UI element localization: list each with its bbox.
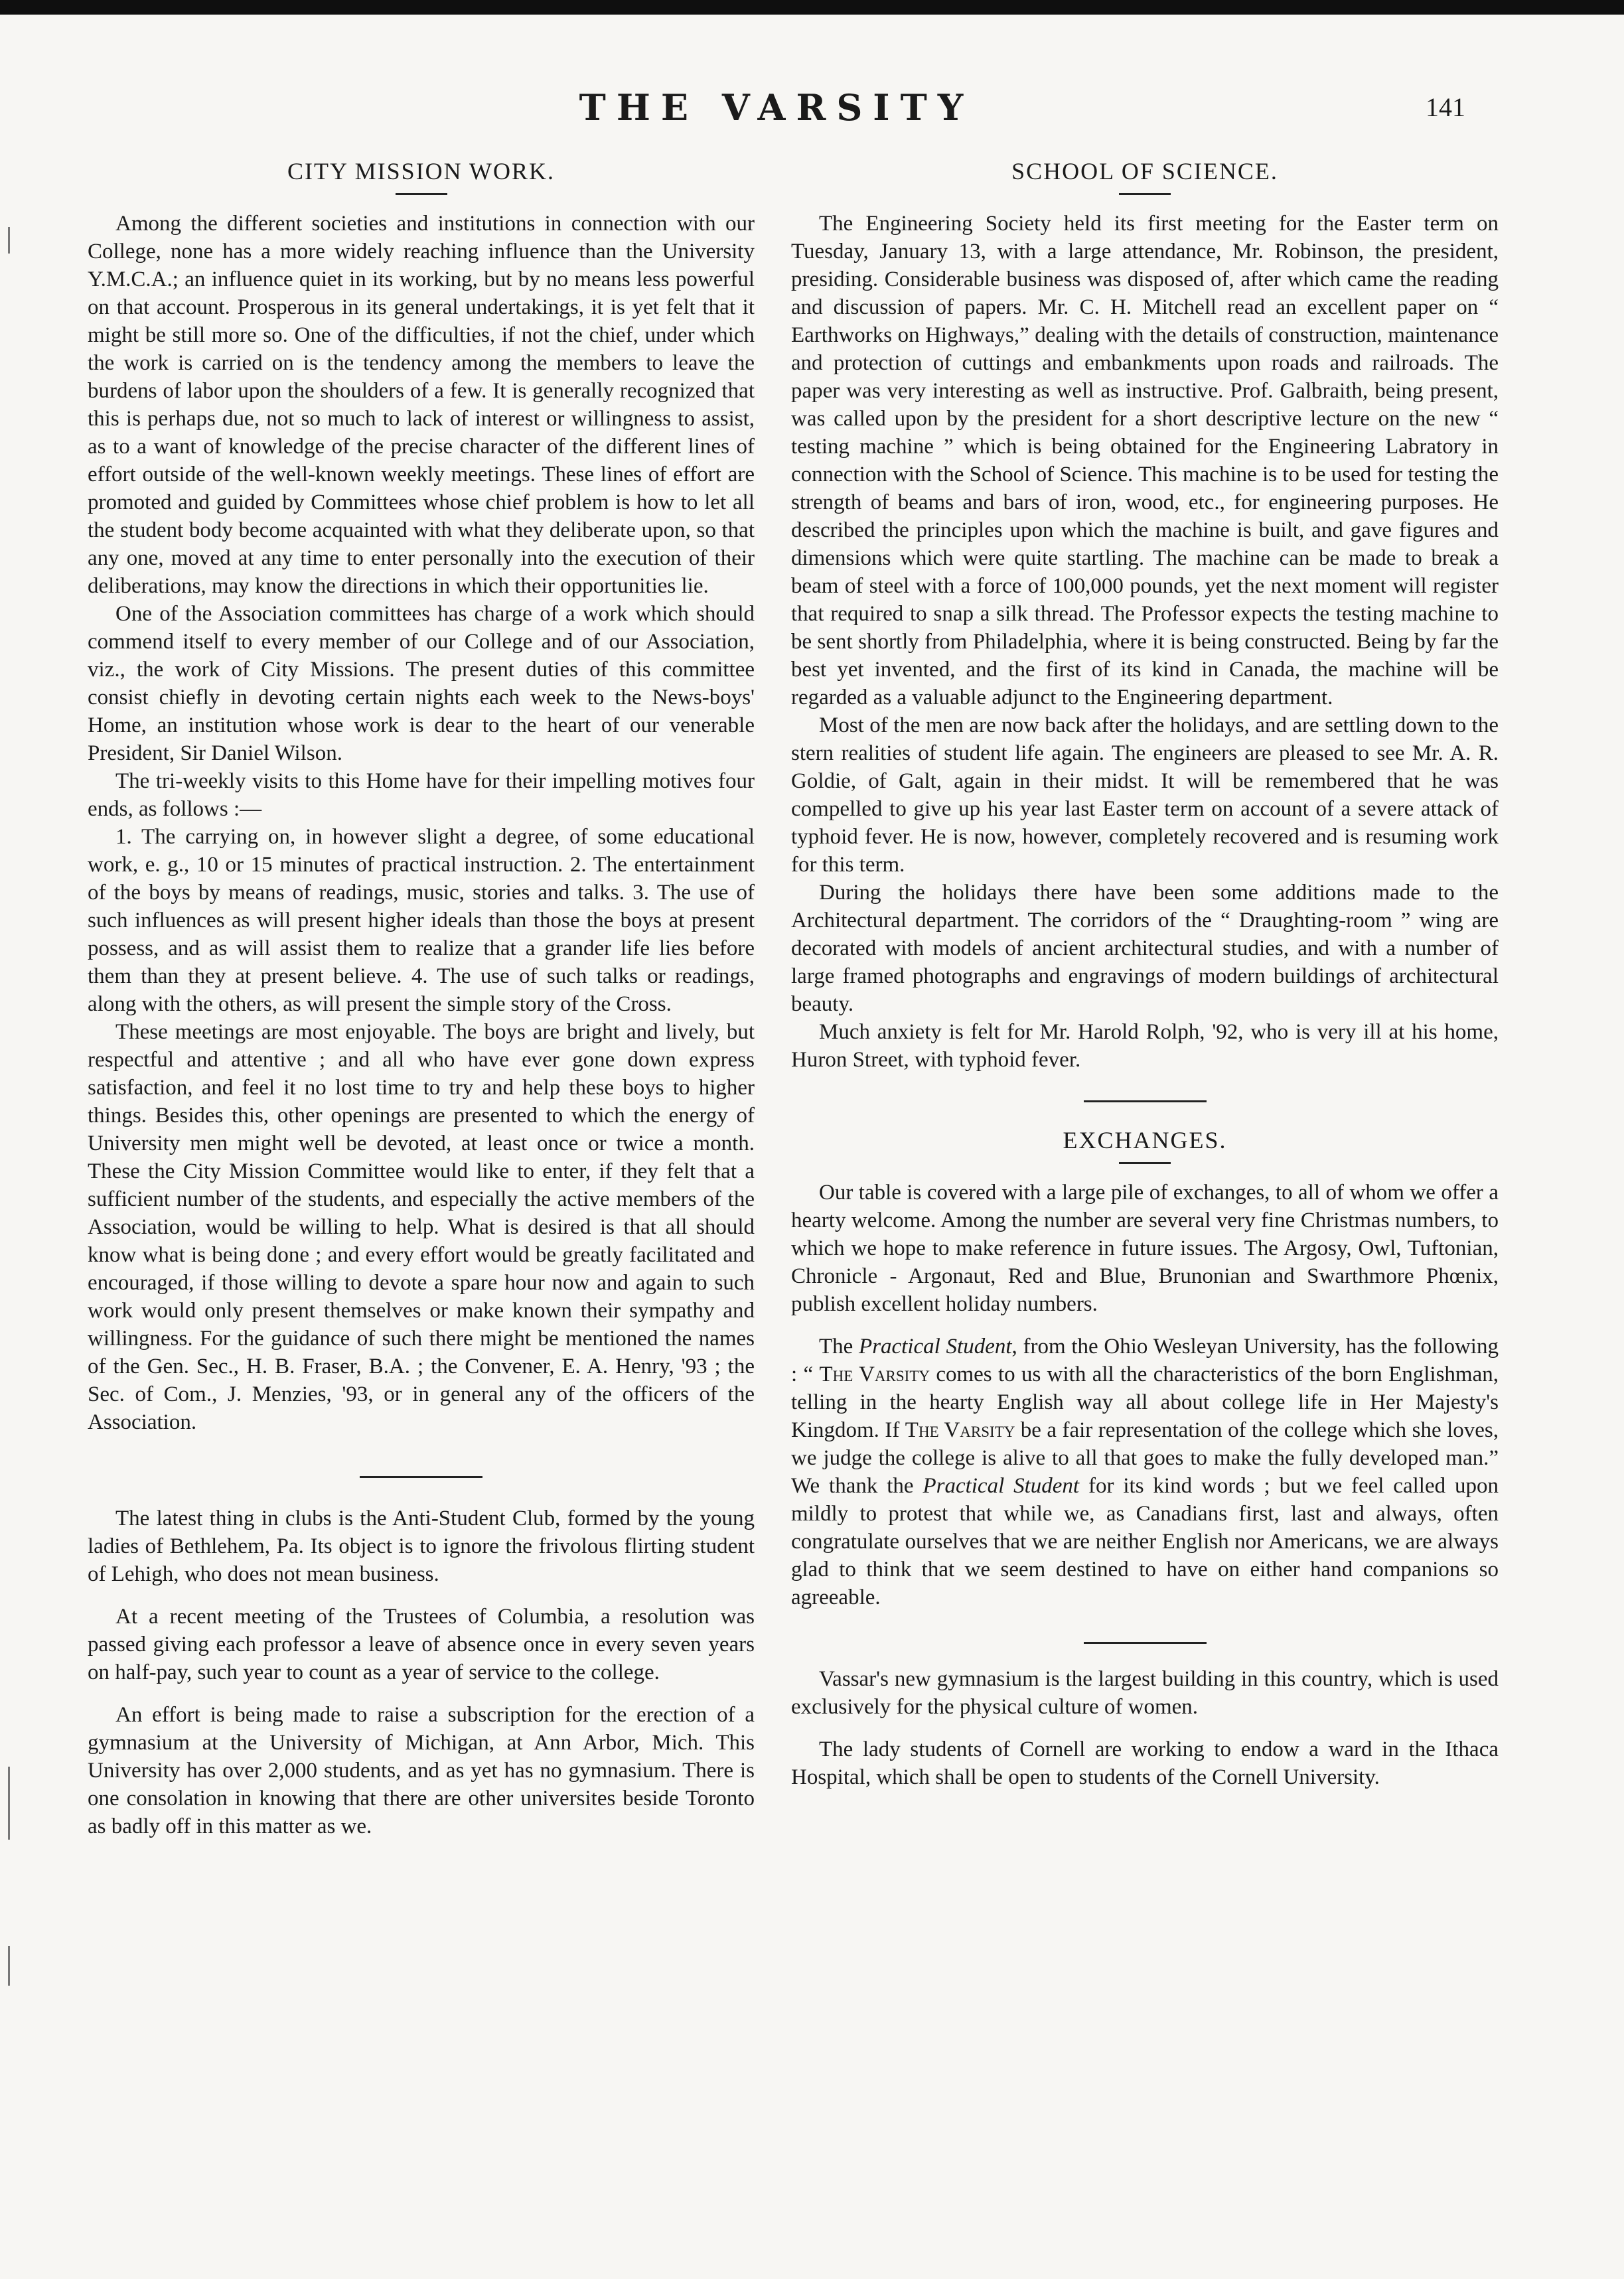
text-run: The <box>819 1335 859 1359</box>
scan-margin-mark <box>8 1767 10 1840</box>
city-mission-paragraph: These meetings are most enjoyable. The boys are bright and lively, but respectful and attentive ; and all who have ever gone down express satisfaction, and feel it no lost time to try and help these boys to higher things. Besides this, other openings are presented to which the energy of University men might well be devoted, at least once or twice a month. These the City Mission Committee would like to enter, if they felt that a sufficient number of the students, and especially the active members of the Association, would be willing to help. What is desired is that all should know what is being done ; and every effort would be greatly facilitated and encouraged, if those willing to devote a spare hour now and again to such work would only present themselves or make known their sympathy and willingness. For the guidance of such there might be mentioned the names of the Gen. Sec., H. B. Fraser, B.A. ; the Convener, E. A. Henry, '93 ; the Sec. of Com., J. Menzies, '93, or in general any of the officers of the Association. <box>88 1020 755 1434</box>
exchanges-heading: EXCHANGES. <box>1063 1127 1227 1153</box>
text-run: comes to us with all the characteristics of the born Englishman, telling in the hearty English way all about college life in Her Majesty's Kingdom. If <box>791 1362 1499 1442</box>
city-mission-paragraph: 1. The carrying on, in however slight a degree, of some educational work, e. g., 10 or 15 minutes of practical instruction. 2. The entertainment of the boys by means of readings, music, stories and talks. 3. The use of such influences as will present higher ideals than those the boys at present possess, and as will assist them to realize that a grander life lies before them than they at present believe. 4. The use of such talks or readings, along with the others, as will present the simple story of the Cross. <box>88 825 755 1016</box>
section-divider <box>1084 1100 1207 1102</box>
school-of-science-heading: SCHOOL OF SCIENCE. <box>1011 158 1278 184</box>
scan-margin-mark <box>8 227 10 254</box>
newspaper-page <box>0 15 1624 2279</box>
news-note: At a recent meeting of the Trustees of Columbia, a resolution was passed giving each professor a leave of absence once in every seven years on half-pay, such year to count as a year of service to the college. <box>88 1605 755 1684</box>
city-mission-paragraph: One of the Association committees has charge of a work which should commend itself to every member of our College and of our Association, viz., the work of City Missions. The present duties of this committee consist chiefly in devoting certain nights each week to the News-boys' Home, an institution whose work is dear to the heart of our venerable President, Sir Daniel Wilson. <box>88 602 755 765</box>
masthead-title: THE VARSITY <box>579 86 974 129</box>
news-note: The latest thing in clubs is the Anti-Student Club, formed by the young ladies of Bethlehem, Pa. Its object is to ignore the frivolous flirting student of Lehigh, who does not mean business. <box>88 1507 755 1586</box>
science-paragraph: Most of the men are now back after the holidays, and are settling down to the stern realities of student life again. The engineers are pleased to see Mr. A. R. Goldie, of Galt, again in their midst. It will be remembered that he was compelled to give up his year last Easter term on account of a severe attack of typhoid fever. He is now, however, completely recovered and is resuming work for this term. <box>791 713 1499 877</box>
news-note: The lady students of Cornell are working to endow a ward in the Ithaca Hospital, which shall be open to students of the Cornell University. <box>791 1737 1499 1789</box>
publication-title: Practical Student <box>923 1474 1080 1498</box>
scan-margin-mark <box>8 1946 10 1986</box>
masthead <box>0 86 1624 146</box>
science-paragraph: During the holidays there have been some additions made to the Architectural department. The corridors of the “ Draughting-room ” wing are decorated with models of ancient architectural studies, and with a number of large framed photographs and engravings of modern buildings of architectural beauty. <box>791 881 1499 1016</box>
heading-rule <box>396 193 447 195</box>
exchanges-paragraph <box>791 1333 1499 1611</box>
left-column <box>88 157 755 1840</box>
news-note: Vassar's new gymnasium is the largest building in this country, which is used exclusively for the physical culture of women. <box>791 1667 1499 1719</box>
publication-title: The Varsity <box>905 1418 1015 1442</box>
exchanges-paragraph: Our table is covered with a large pile of exchanges, to all of whom we offer a hearty welcome. Among the number are several very fine Christmas numbers, to which we hope to make reference in future issues. The Argosy, Owl, Tuftonian, Chronicle - Argonaut, Red and Blue, Brunonian and Swarthmore Phœnix, publish excellent holiday numbers. <box>791 1181 1499 1316</box>
science-paragraph: The Engineering Society held its first meeting for the Easter term on Tuesday, January 13, with a large attendance, Mr. Robinson, the president, presiding. Considerable business was disposed of, after which came the reading and discussion of papers. Mr. C. H. Mitchell read an excellent paper on “ Earthworks on Highways,” dealing with the details of construction, maintenance and protection of cuttings and embankments upon roads and railroads. The paper was very interesting as well as instructive. Prof. Galbraith, being present, was called upon by the president for a short descriptive lecture on the new “ testing machine ” which is being obtained for the Engineering Labratory in connection with the School of Science. This machine is to be used for testing the strength of beams and bars of iron, wood, etc., for engineering purposes. He described the principles upon which the machine is built, and gave figures and dimensions which were quite startling. The machine can be made to break a beam of steel with a force of 100,000 pounds, yet the next moment will register that required to snap a silk thread. The Professor expects the testing machine to be sent shortly from Philadelphia, where it is being constructed. Being by far the best yet invented, and the first of its kind in Canada, the machine will be regarded as a valuable adjunct to the Engineering department. <box>791 212 1499 709</box>
news-note: An effort is being made to raise a subscription for the erection of a gymnasium at the University of Michigan, at Ann Arbor, Mich. This University has over 2,000 students, and as yet has no gymnasium. There is one consolation in knowing that there are other universites beside Toronto as badly off in this matter as we. <box>88 1703 755 1838</box>
city-mission-paragraph: The tri-weekly visits to this Home have for their impelling motives four ends, as follows :— <box>88 769 755 821</box>
text-run: , from the Ohio Wesleyan University, has the following : “ <box>791 1335 1499 1386</box>
page-number: 141 <box>1426 92 1465 122</box>
section-divider <box>1084 1642 1207 1644</box>
heading-rule <box>1119 193 1171 195</box>
city-mission-paragraph: Among the different societies and institutions in connection with our College, none has a more widely reaching influence than the University Y.M.C.A.; an influence quiet in its working, but by no means less powerful on that account. Prosperous in its general undertakings, it is yet felt that it might be still more so. One of the difficulties, if not the chief, under which the work is carried on is the tendency among the members to leave the burdens of labor upon the shoulders of a few. It is generally recognized that this is perhaps due, not so much to lack of interest or willingness to assist, as to a want of knowledge of the precise character of the different lines of effort outside of the well-known weekly meetings. These lines of effort are promoted and guided by Committees whose chief problem is how to let all the student body become acquainted with what they deliberate upon, so that any one, moved at any time to enter personally into the execution of their deliberations, may know the directions in which their opportunities lie. <box>88 212 755 598</box>
right-column <box>791 157 1499 1791</box>
section-divider <box>360 1476 482 1478</box>
city-mission-heading: CITY MISSION WORK. <box>287 158 555 184</box>
heading-rule <box>1119 1162 1171 1164</box>
scan-top-edge <box>0 0 1624 15</box>
publication-title: Practical Student <box>859 1335 1012 1359</box>
science-paragraph: Much anxiety is felt for Mr. Harold Rolph, '92, who is very ill at his home, Huron Street, with typhoid fever. <box>791 1020 1499 1072</box>
text-run: be a fair representation of the college which she loves, we judge the college is alive to all that goes to make the fully developed man.” We thank the <box>791 1418 1499 1498</box>
publication-title: The Varsity <box>819 1362 930 1386</box>
text-run: for its kind words ; but we feel called upon mildly to protest that while we, as Canadians first, last and always, often congratulate ourselves that we are neither English nor Americans, we are always glad to think that we seem destined to have on either hand companions so agreeable. <box>791 1474 1499 1609</box>
